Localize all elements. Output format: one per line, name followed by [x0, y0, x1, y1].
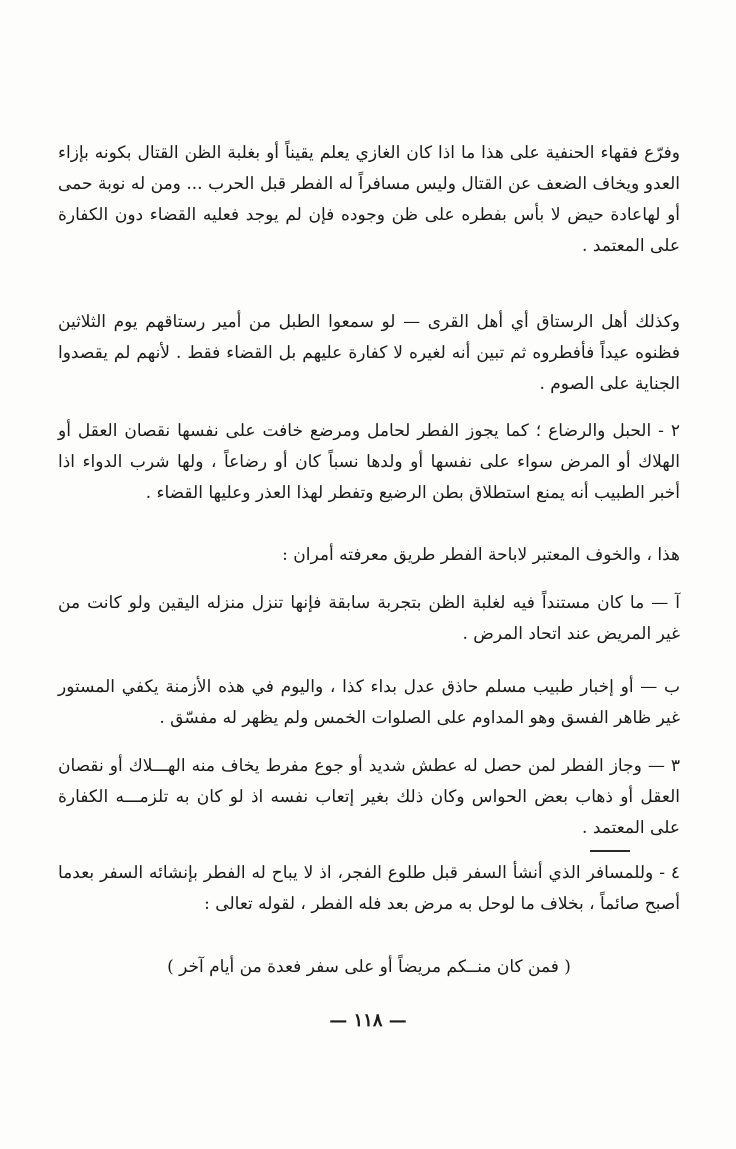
- paragraph-traveler: ٤ - وللمسافر الذي أنشأ السفر قبل طلوع الفجر، اذ لا يباح له الفطر بإنشائه السفر بعدما أصبح صائماً ، بخلاف ما لوحل به مرض بعد فله الفطر ، لقوله تعالى :: [58, 863, 680, 914]
- section-divider: [590, 850, 630, 852]
- paragraph-criterion-b: ب — أو إخبار طبيب مسلم حاذق عدل بداء كذا ، واليوم في هذه الأزمنة يكفي المستور غير ظاهر الفسق وهو المداوم على الصلوات الخمس ولم يظهر له مفسّق .: [58, 677, 680, 728]
- paragraph-rustaq-people: وكذلك أهل الرستاق أي أهل القرى — لو سمعوا الطبل من أمير رستاقهم يوم الثلاثين فظنوه عيداً فأفطروه ثم تبين أنه لغيره لا كفارة عليهم بل القضاء فقط . لأنهم لم يقصدوا الجناية على الصوم .: [58, 312, 680, 394]
- paragraph-pregnancy-nursing: ٢ - الحبل والرضاع ؛ كما يجوز الفطر لحامل ومرضع خافت على نفسها نقصان العقل أو الهلاك أو المرض سواء على نفسها أو ولدها نسباً كان أو رضاعاً ، ولها شرب الدواء اذا أخبر الطبيب أنه يمنع استطلاق بطن الرضيع وتفطر لهذا العذر وعليها القضاء .: [58, 421, 680, 503]
- paragraph-thirst-hunger: ٣ — وجاز الفطر لمن حصل له عطش شديد أو جوع مفرط يخاف منه الهـــلاك أو نقصان العقل أو ذهاب بعض الحواس وكان ذلك بغير إتعاب نفسه اذ لو كان به تلزمـــه الكفارة على المعتمد .: [58, 756, 680, 838]
- quran-verse: ( فمن كان منــكم مريضاً أو على سفر فعدة من أيام آخر ): [167, 957, 571, 977]
- paragraph-hanafi-ruling: وفرّع فقهاء الحنفية على هذا ما اذا كان الغازي يعلم يقيناً أو بغلبة الظن القتال بكونه بإزاء العدو ويخاف الضعف عن القتال وليس مسافراً له الفطر قبل الحرب ... ومن له نوبة حمى أو لهاعادة حيض لا بأس بفطره على ظن وجوده فإن لم يوجد فعليه القضاء دون الكفارة على المعتمد .: [58, 143, 680, 256]
- paragraph-fear-criteria: هذا ، والخوف المعتبر لاباحة الفطر طريق معرفته أمران :: [282, 545, 680, 565]
- page-number: — ١١٨ —: [329, 1010, 407, 1031]
- paragraph-criterion-a: آ — ما كان مستنداً فيه لغلبة الظن بتجربة سابقة فإنها تنزل منزله اليقين ولو كانت من غير المريض عند اتحاد المرض .: [58, 593, 680, 644]
